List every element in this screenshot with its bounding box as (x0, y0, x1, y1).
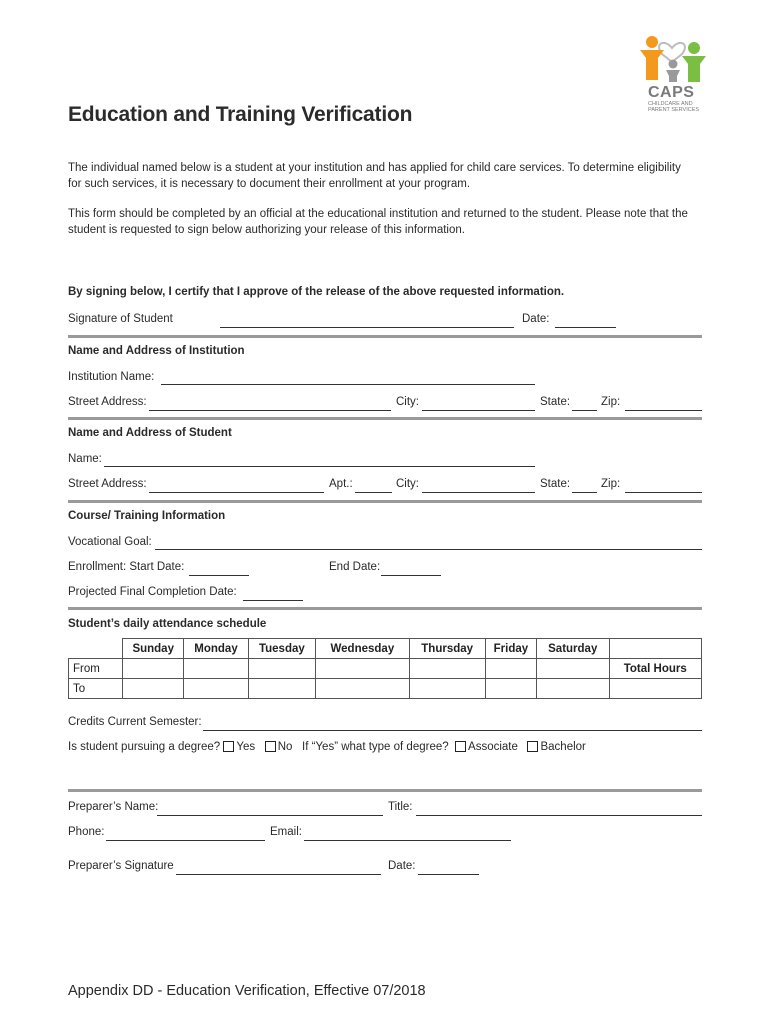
schedule-to-row (69, 679, 702, 699)
degree-no-label: No (277, 741, 293, 753)
day-header-saturday: Saturday (537, 639, 609, 659)
student-signature-label: Signature of Student (68, 313, 173, 325)
section-divider (68, 500, 702, 503)
from-friday-cell[interactable] (485, 659, 536, 679)
degree-question-label: Is student pursuing a degree? (68, 741, 221, 753)
to-saturday-cell[interactable] (537, 679, 609, 699)
institution-street-field[interactable] (149, 410, 391, 411)
student-street-label: Street Address: (68, 478, 147, 490)
institution-name-field[interactable] (161, 384, 535, 385)
total-hours-header-cell (609, 639, 702, 659)
from-saturday-cell[interactable] (537, 659, 609, 679)
start-date-field[interactable] (189, 575, 249, 576)
logo-brand: CAPS (648, 84, 695, 101)
student-date-label: Date: (522, 313, 550, 325)
from-tuesday-cell[interactable] (248, 659, 316, 679)
degree-yes-label: Yes (236, 741, 256, 753)
student-state-label: State: (540, 478, 571, 490)
degree-associate-checkbox[interactable] (455, 741, 466, 752)
preparer-date-label: Date: (388, 860, 416, 872)
degree-bachelor-label: Bachelor (540, 741, 586, 753)
preparer-email-field[interactable] (304, 840, 511, 841)
degree-no-checkbox[interactable] (265, 741, 276, 752)
degree-question-row (68, 741, 586, 753)
logo-subtitle-line1: CHILDCARE AND (648, 101, 693, 107)
course-section-title: Course/ Training Information (68, 510, 226, 522)
vocational-goal-field[interactable] (155, 549, 702, 550)
day-header-thursday: Thursday (409, 639, 485, 659)
preparer-phone-label: Phone: (68, 826, 105, 838)
degree-yes-checkbox[interactable] (223, 741, 234, 752)
logo-subtitle (648, 101, 718, 113)
preparer-email-label: Email: (270, 826, 302, 838)
preparer-signature-label: Preparer’s Signature (68, 860, 174, 872)
institution-state-field[interactable] (572, 410, 597, 411)
vocational-goal-label: Vocational Goal: (68, 536, 152, 548)
credits-field[interactable] (203, 730, 702, 731)
section-divider (68, 417, 702, 420)
completion-date-field[interactable] (243, 600, 303, 601)
certify-statement: By signing below, I certify that I approve of the release of the above requested information. (68, 286, 565, 298)
section-divider (68, 789, 702, 792)
intro-paragraph-2: This form should be completed by an official at the educational institution and returned to the student. Please note that the student is requested to sign below authorizing your release of this information. (68, 208, 688, 236)
degree-type-question: If “Yes” what type of degree? (302, 741, 449, 753)
credits-label: Credits Current Semester: (68, 716, 202, 728)
day-header-friday: Friday (485, 639, 536, 659)
preparer-signature-field[interactable] (176, 874, 381, 875)
preparer-title-label: Title: (388, 801, 413, 813)
to-wednesday-cell[interactable] (316, 679, 409, 699)
institution-section-title: Name and Address of Institution (68, 345, 245, 357)
day-header-tuesday: Tuesday (248, 639, 316, 659)
institution-street-label: Street Address: (68, 396, 147, 408)
preparer-name-field[interactable] (157, 815, 383, 816)
to-tuesday-cell[interactable] (248, 679, 316, 699)
to-sunday-cell[interactable] (123, 679, 184, 699)
page-title: Education and Training Verification (68, 103, 413, 126)
institution-city-field[interactable] (422, 410, 535, 411)
to-thursday-cell[interactable] (409, 679, 485, 699)
student-signature-field[interactable] (220, 327, 514, 328)
from-monday-cell[interactable] (184, 659, 248, 679)
student-street-field[interactable] (149, 492, 324, 493)
student-section-title: Name and Address of Student (68, 427, 232, 439)
schedule-header-row (69, 639, 702, 659)
schedule-from-row (69, 659, 702, 679)
student-zip-field[interactable] (625, 492, 702, 493)
preparer-title-field[interactable] (416, 815, 702, 816)
end-date-label: End Date: (329, 561, 381, 573)
preparer-name-label: Preparer’s Name: (68, 801, 159, 813)
student-city-field[interactable] (422, 492, 535, 493)
logo-subtitle-line2: PARENT SERVICES (648, 107, 700, 113)
student-zip-label: Zip: (601, 478, 621, 490)
to-friday-cell[interactable] (485, 679, 536, 699)
from-thursday-cell[interactable] (409, 659, 485, 679)
degree-bachelor-checkbox[interactable] (527, 741, 538, 752)
to-row-label: To (69, 679, 123, 699)
day-header-monday: Monday (184, 639, 248, 659)
from-sunday-cell[interactable] (123, 659, 184, 679)
from-row-label: From (69, 659, 123, 679)
completion-date-label: Projected Final Completion Date: (68, 586, 237, 598)
institution-name-label: Institution Name: (68, 371, 155, 383)
student-date-field[interactable] (555, 327, 616, 328)
from-wednesday-cell[interactable] (316, 659, 409, 679)
total-hours-field[interactable] (609, 679, 702, 699)
degree-associate-label: Associate (468, 741, 518, 753)
schedule-section-title: Student’s daily attendance schedule (68, 618, 267, 630)
schedule-corner-cell (69, 639, 123, 659)
student-state-field[interactable] (572, 492, 597, 493)
institution-city-label: City: (396, 396, 419, 408)
start-date-label: Enrollment: Start Date: (68, 561, 185, 573)
total-hours-label: Total Hours (609, 659, 702, 679)
attendance-schedule-table (68, 638, 702, 699)
intro-paragraph-1: The individual named below is a student at your institution and has applied for child care services. To determine eligibility for such services, it is necessary to document their enrollment at your program. (68, 162, 681, 190)
student-name-label: Name: (68, 453, 102, 465)
section-divider (68, 335, 702, 338)
preparer-phone-field[interactable] (106, 840, 265, 841)
page-footer: Appendix DD - Education Verification, Effective 07/2018 (68, 983, 426, 999)
end-date-field[interactable] (381, 575, 441, 576)
student-apt-field[interactable] (355, 492, 392, 493)
institution-zip-field[interactable] (625, 410, 702, 411)
section-divider (68, 607, 702, 610)
institution-state-label: State: (540, 396, 571, 408)
day-header-sunday: Sunday (123, 639, 184, 659)
preparer-date-field[interactable] (418, 874, 479, 875)
institution-zip-label: Zip: (601, 396, 621, 408)
to-monday-cell[interactable] (184, 679, 248, 699)
student-name-field[interactable] (104, 466, 535, 467)
student-city-label: City: (396, 478, 419, 490)
day-header-wednesday: Wednesday (316, 639, 409, 659)
student-apt-label: Apt.: (329, 478, 353, 490)
